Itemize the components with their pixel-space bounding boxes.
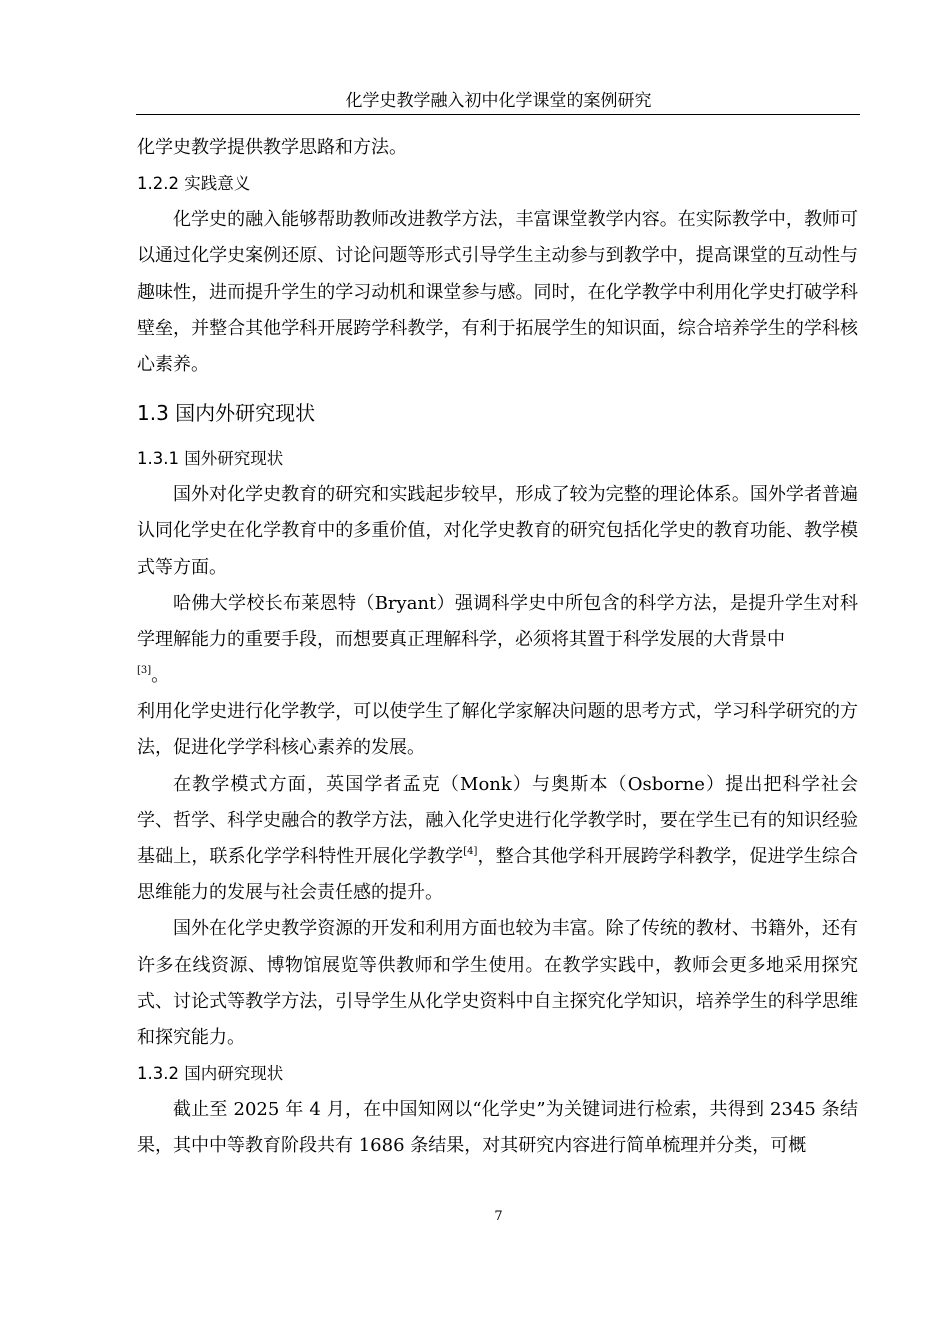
paragraph-foreign-overview: 国外对化学史教育的研究和实践起步较早，形成了较为完整的理论体系。国外学者普遍认同化学史在化学教育中的多重价值，对化学史教育的研究包括化学史的教育功能、教学模式等方面。	[137, 484, 858, 578]
citation-line	[137, 658, 858, 694]
paragraph-teaching-models-b: ，整合其他学科开展跨学科教学，促进学生综合思维能力的发展与社会责任感的提升。	[137, 846, 859, 904]
page-body	[137, 130, 858, 1165]
header-rule	[136, 114, 860, 115]
paragraph-teaching-resources: 国外在化学史教学资源的开发和利用方面也较为丰富。除了传统的教材、书籍外，还有许多在线资源、博物馆展览等供教师和学生使用。在教学实践中，教师会更多地采用探究式、讨论式等教学方法，引导学生从化学史资料中自主探究化学知识，培养学生的科学思维和探究能力。	[137, 918, 858, 1049]
paragraph-bryant-text: 哈佛大学校长布莱恩特（Bryant）强调科学史中所包含的科学方法，是提升学生对科学理解能力的重要手段，而想要真正理解科学，必须将其置于科学发展的大背景中	[137, 592, 858, 651]
page-number: 7	[494, 1209, 503, 1224]
paragraph-domestic-research: 截止至 2025 年 4 月，在中国知网以“化学史”为关键词进行检索，共得到 2345 条结果，其中中等教育阶段共有 1686 条结果，对其研究内容进行简单梳理并分类，可概	[137, 1099, 858, 1157]
paragraph-bryant	[137, 586, 858, 658]
running-header: 化学史教学融入初中化学课堂的案例研究	[345, 91, 652, 111]
section-heading-1-3: 1.3 国内外研究现状	[137, 401, 316, 426]
paragraph-chem-history-teaching: 利用化学史进行化学教学，可以使学生了解化学家解决问题的思考方式，学习科学研究的方法，促进化学学科核心素养的发展。	[137, 701, 858, 759]
paragraph-practical-significance: 化学史的融入能够帮助教师改进教学方法，丰富课堂教学内容。在实际教学中，教师可以通过化学史案例还原、讨论问题等形式引导学生主动参与到教学中，提高课堂的互动性与趣味性，进而提升学生的学习动机和课堂参与感。同时，在化学教学中利用化学史打破学科壁垒，并整合其他学科开展跨学科教学，有利于拓展学生的知识面，综合培养学生的学科核心素养。	[137, 209, 858, 376]
paragraph-continuation: 化学史教学提供教学思路和方法。	[137, 137, 407, 158]
citation-ref-4: [4]	[463, 846, 478, 858]
paragraph-teaching-models-a: 在教学模式方面，英国学者孟克（Monk）与奥斯本（Osborne）提出把科学社会学、哲学、科学史融合的教学方法，融入化学史进行化学教学时，要在学生已有的知识经验基础上，联系化学学科特性开展化学教学	[137, 773, 858, 868]
section-heading-1-3-1: 1.3.1 国外研究现状	[137, 449, 284, 469]
paragraph-teaching-models	[137, 767, 858, 912]
citation-ref-3: [3]	[137, 665, 152, 677]
section-heading-1-3-2: 1.3.2 国内研究现状	[137, 1064, 284, 1084]
citation-end-mark: 。	[151, 665, 170, 687]
section-heading-1-2-2: 1.2.2 实践意义	[137, 174, 251, 194]
